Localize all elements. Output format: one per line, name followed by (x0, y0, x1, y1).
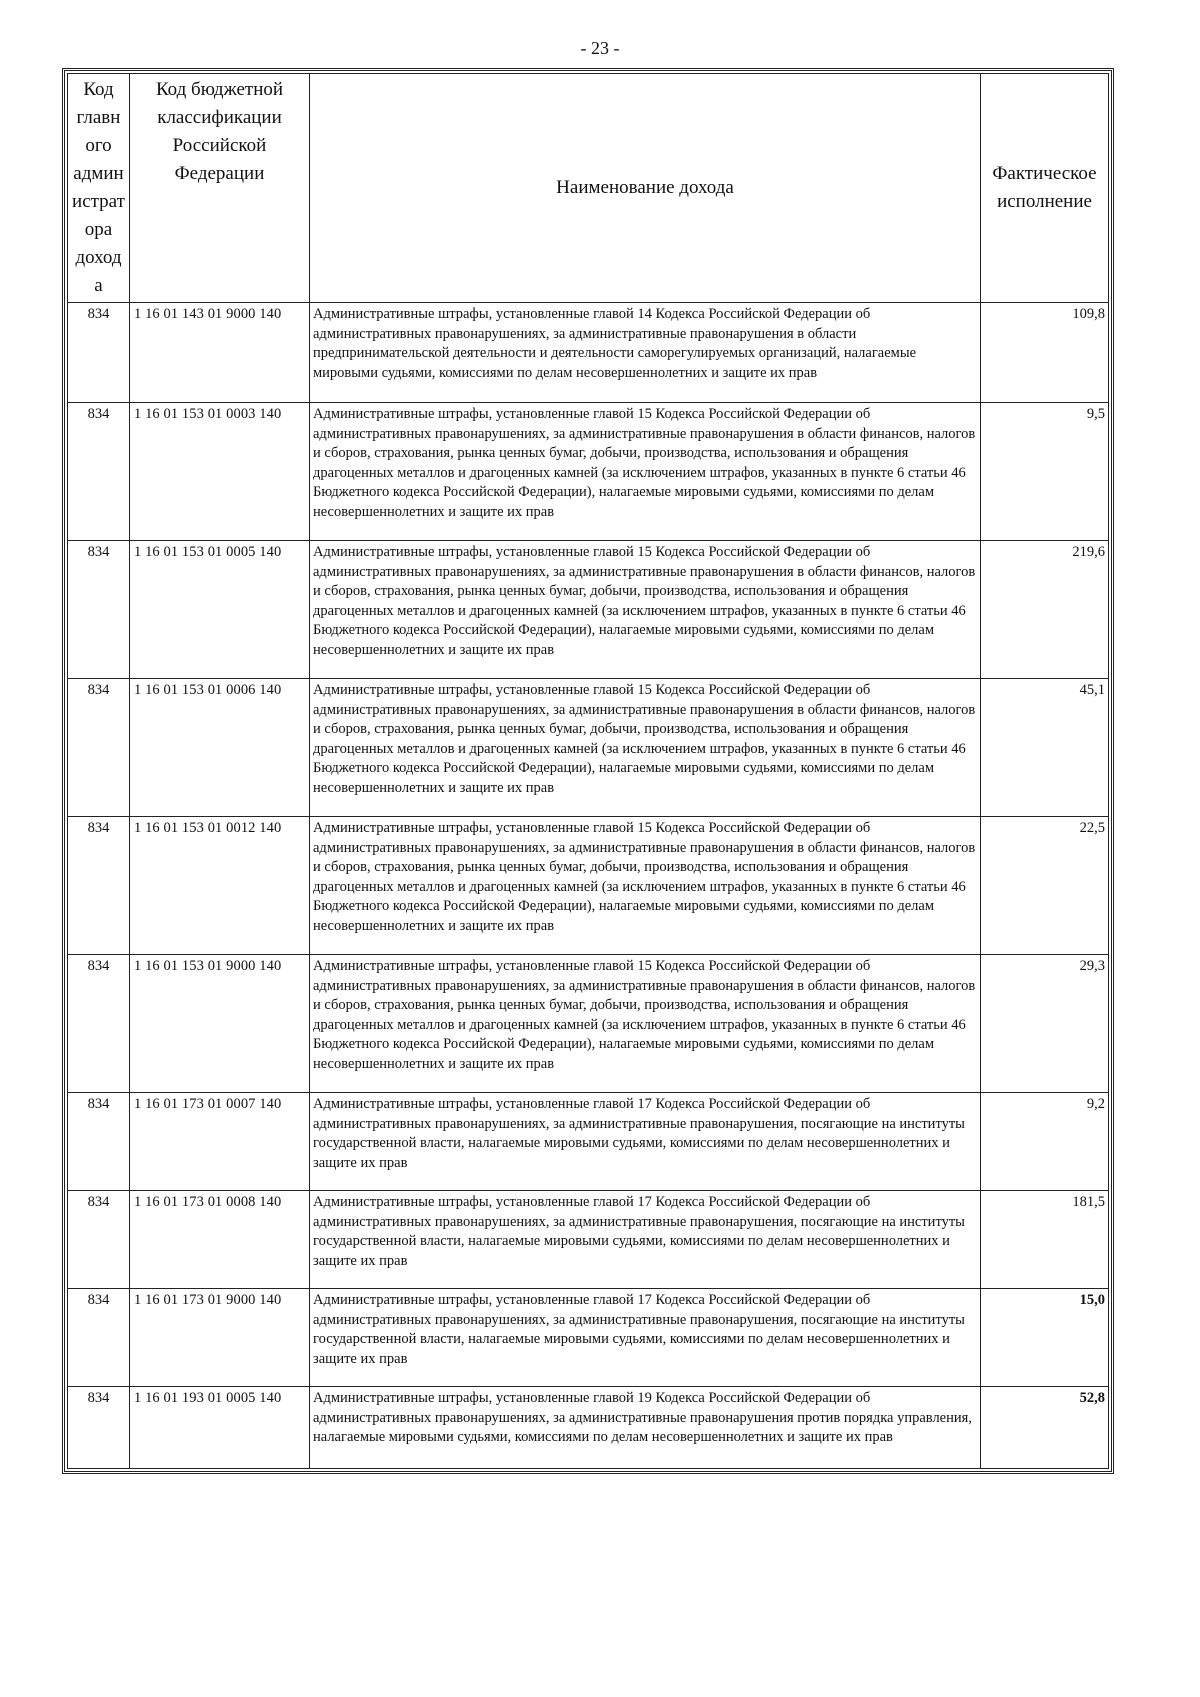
budget-code-cell: 1 16 01 193 01 0005 140 (130, 1387, 310, 1469)
table-row (68, 679, 1109, 817)
budget-code-cell: 1 16 01 153 01 0005 140 (130, 541, 310, 679)
actual-value-cell: 29,3 (981, 955, 1109, 1093)
income-name-cell: Административные штрафы, установленные главой 15 Кодекса Российской Федерации об административных правонарушениях, за административные правонарушения в области финансов, налогов и сборов, страхования, рынка ценных бумаг, добычи, производства, использования и обращения драгоценных металлов и драгоценных камней (за исключением штрафов, указанных в пункте 6 статьи 46 Бюджетного кодекса Российской Федерации), налагаемые мировыми судьями, комиссиями по делам несовершеннолетних и защите их прав (310, 955, 981, 1093)
income-name-cell: Административные штрафы, установленные главой 15 Кодекса Российской Федерации об административных правонарушениях, за административные правонарушения в области финансов, налогов и сборов, страхования, рынка ценных бумаг, добычи, производства, использования и обращения драгоценных металлов и драгоценных камней (за исключением штрафов, указанных в пункте 6 статьи 46 Бюджетного кодекса Российской Федерации), налагаемые мировыми судьями, комиссиями по делам несовершеннолетних и защите их прав (310, 403, 981, 541)
actual-value-cell: 15,0 (981, 1289, 1109, 1387)
table-row (68, 1289, 1109, 1387)
admin-code-cell: 834 (68, 541, 130, 679)
admin-code-cell: 834 (68, 1191, 130, 1289)
income-name-cell: Административные штрафы, установленные главой 17 Кодекса Российской Федерации об административных правонарушениях, за административные правонарушения, посягающие на институты государственной власти, налагаемые мировыми судьями, комиссиями по делам несовершеннолетних и защите их прав (310, 1093, 981, 1191)
budget-code-cell: 1 16 01 153 01 0006 140 (130, 679, 310, 817)
actual-value-cell: 181,5 (981, 1191, 1109, 1289)
budget-code-cell: 1 16 01 153 01 0003 140 (130, 403, 310, 541)
admin-code-cell: 834 (68, 1387, 130, 1469)
header-actual-execution: Фактическое исполнение (981, 74, 1109, 303)
actual-value-cell: 22,5 (981, 817, 1109, 955)
budget-code-cell: 1 16 01 173 01 0007 140 (130, 1093, 310, 1191)
income-name-cell: Административные штрафы, установленные главой 14 Кодекса Российской Федерации об административных правонарушениях, за административные правонарушения в области предпринимательской деятельности и деятельности саморегулируемых организаций, налагаемые мировыми судьями, комиссиями по делам несовершеннолетних и защите их прав (310, 303, 981, 403)
admin-code-cell: 834 (68, 955, 130, 1093)
income-table-frame (62, 68, 1114, 1474)
budget-code-cell: 1 16 01 173 01 9000 140 (130, 1289, 310, 1387)
budget-code-cell: 1 16 01 153 01 9000 140 (130, 955, 310, 1093)
admin-code-cell: 834 (68, 1289, 130, 1387)
income-name-cell: Административные штрафы, установленные главой 17 Кодекса Российской Федерации об административных правонарушениях, за административные правонарушения, посягающие на институты государственной власти, налагаемые мировыми судьями, комиссиями по делам несовершеннолетних и защите их прав (310, 1191, 981, 1289)
actual-value-cell: 219,6 (981, 541, 1109, 679)
income-name-cell: Административные штрафы, установленные главой 17 Кодекса Российской Федерации об административных правонарушениях, за административные правонарушения, посягающие на институты государственной власти, налагаемые мировыми судьями, комиссиями по делам несовершеннолетних и защите их прав (310, 1289, 981, 1387)
table-row (68, 541, 1109, 679)
table-row (68, 817, 1109, 955)
income-name-cell: Административные штрафы, установленные главой 15 Кодекса Российской Федерации об административных правонарушениях, за административные правонарушения в области финансов, налогов и сборов, страхования, рынка ценных бумаг, добычи, производства, использования и обращения драгоценных металлов и драгоценных камней (за исключением штрафов, указанных в пункте 6 статьи 46 Бюджетного кодекса Российской Федерации), налагаемые мировыми судьями, комиссиями по делам несовершеннолетних и защите их прав (310, 679, 981, 817)
income-table (67, 73, 1109, 1469)
budget-code-cell: 1 16 01 153 01 0012 140 (130, 817, 310, 955)
admin-code-cell: 834 (68, 679, 130, 817)
table-row (68, 403, 1109, 541)
table-body (68, 303, 1109, 1469)
table-row (68, 303, 1109, 403)
admin-code-cell: 834 (68, 303, 130, 403)
actual-value-cell: 9,2 (981, 1093, 1109, 1191)
budget-code-cell: 1 16 01 143 01 9000 140 (130, 303, 310, 403)
page-number: - 23 - (580, 38, 620, 58)
admin-code-cell: 834 (68, 817, 130, 955)
header-income-name: Наименование дохода (310, 74, 981, 303)
actual-value-cell: 52,8 (981, 1387, 1109, 1469)
table-row (68, 1191, 1109, 1289)
actual-value-cell: 9,5 (981, 403, 1109, 541)
actual-value-cell: 109,8 (981, 303, 1109, 403)
income-name-cell: Административные штрафы, установленные главой 15 Кодекса Российской Федерации об административных правонарушениях, за административные правонарушения в области финансов, налогов и сборов, страхования, рынка ценных бумаг, добычи, производства, использования и обращения драгоценных металлов и драгоценных камней (за исключением штрафов, указанных в пункте 6 статьи 46 Бюджетного кодекса Российской Федерации), налагаемые мировыми судьями, комиссиями по делам несовершеннолетних и защите их прав (310, 817, 981, 955)
admin-code-cell: 834 (68, 403, 130, 541)
table-header-row (68, 74, 1109, 303)
admin-code-cell: 834 (68, 1093, 130, 1191)
actual-value-cell: 45,1 (981, 679, 1109, 817)
budget-code-cell: 1 16 01 173 01 0008 140 (130, 1191, 310, 1289)
table-row (68, 1387, 1109, 1469)
table-row (68, 955, 1109, 1093)
header-admin-code: Код главн ого админ истрат ора доход а (68, 74, 130, 303)
header-budget-code: Код бюджетной классификации Российской Федерации (130, 74, 310, 303)
table-row (68, 1093, 1109, 1191)
income-name-cell: Административные штрафы, установленные главой 19 Кодекса Российской Федерации об административных правонарушениях, за административные правонарушения против порядка управления, налагаемые мировыми судьями, комиссиями по делам несовершеннолетних и защите их прав (310, 1387, 981, 1469)
income-name-cell: Административные штрафы, установленные главой 15 Кодекса Российской Федерации об административных правонарушениях, за административные правонарушения в области финансов, налогов и сборов, страхования, рынка ценных бумаг, добычи, производства, использования и обращения драгоценных металлов и драгоценных камней (за исключением штрафов, указанных в пункте 6 статьи 46 Бюджетного кодекса Российской Федерации), налагаемые мировыми судьями, комиссиями по делам несовершеннолетних и защите их прав (310, 541, 981, 679)
